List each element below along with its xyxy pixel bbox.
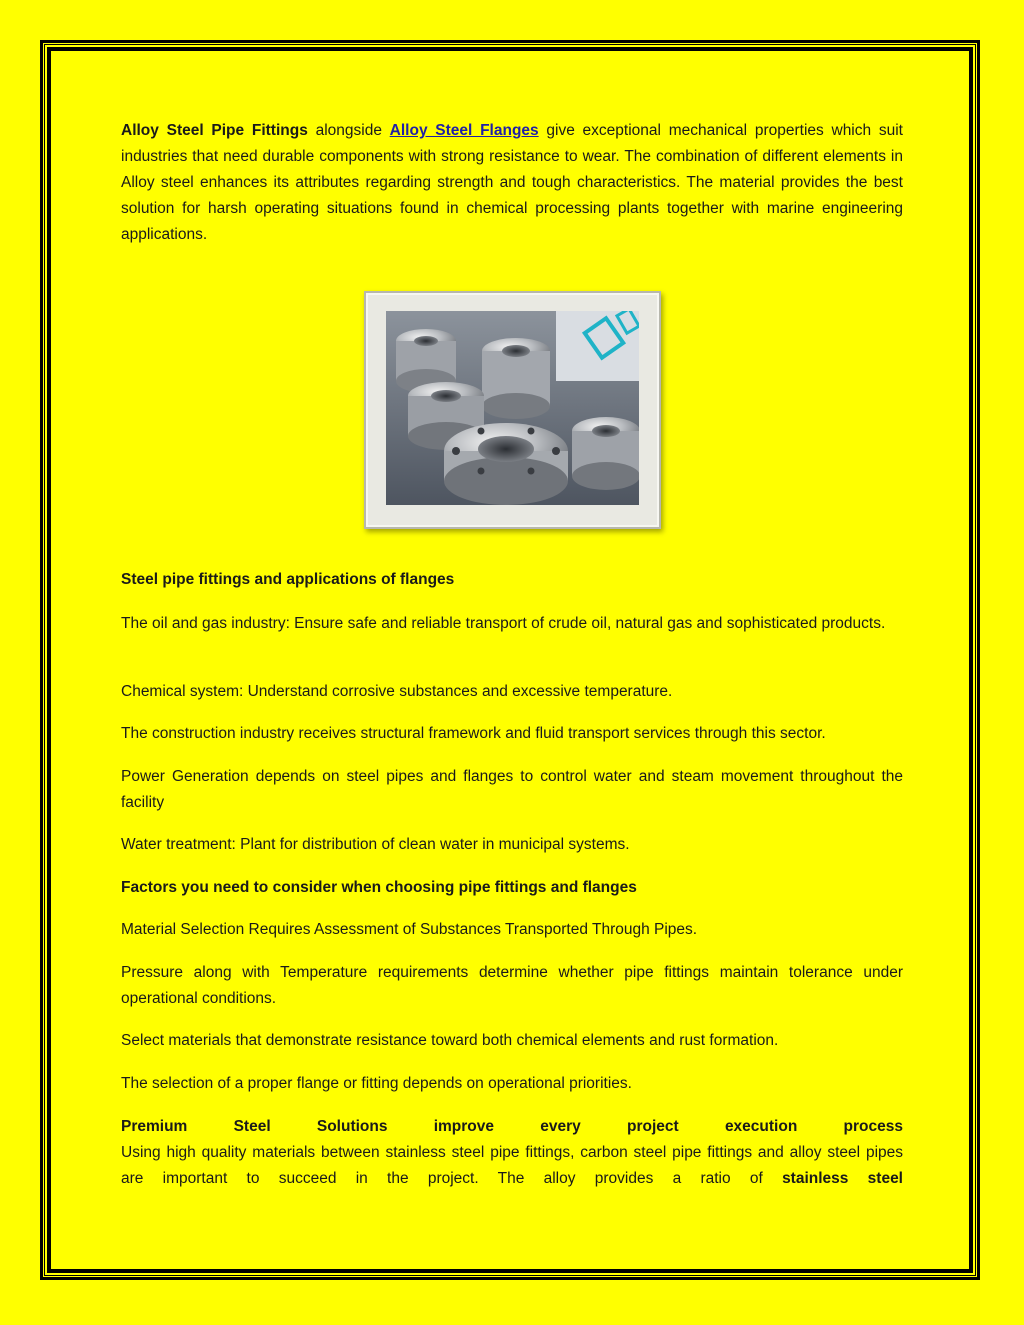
material-paragraph-block bbox=[121, 917, 903, 943]
premium-paragraph bbox=[121, 1140, 903, 1192]
premium-word: project bbox=[627, 1118, 679, 1135]
intro-lead-bold: Alloy Steel Pipe Fittings bbox=[121, 122, 308, 139]
premium-word: improve bbox=[433, 1118, 495, 1135]
premium-word: Solutions bbox=[316, 1118, 388, 1135]
material-paragraph: Material Selection Requires Assessment of Substances Transported Through Pipes. bbox=[121, 921, 698, 938]
factors-heading-block bbox=[121, 875, 903, 901]
resistance-paragraph: Select materials that demonstrate resistance toward both chemical elements and rust formation. bbox=[121, 1032, 779, 1049]
selection-paragraph: The selection of a proper flange or fitting depends on operational priorities. bbox=[121, 1075, 632, 1092]
intro-paragraph bbox=[121, 118, 903, 248]
intro-lead-mid: alongside bbox=[315, 122, 382, 139]
premium-paragraph-text: Using high quality materials between stainless steel pipe fittings, carbon steel pipe fittings and alloy steel pipes are important to succeed in the project. The alloy provides a ratio of bbox=[121, 1144, 903, 1187]
premium-word: Steel bbox=[233, 1118, 271, 1135]
section-heading-applications: Steel pipe fittings and applications of flanges bbox=[121, 571, 455, 588]
flanges-photo-icon bbox=[386, 311, 639, 505]
premium-word: Premium bbox=[121, 1118, 188, 1135]
chemical-paragraph-block bbox=[121, 679, 903, 705]
water-paragraph: Water treatment: Plant for distribution of clean water in municipal systems. bbox=[121, 836, 630, 853]
pressure-paragraph: Pressure along with Temperature requirements determine whether pipe fittings maintain tolerance under operational conditions. bbox=[121, 964, 903, 1007]
resistance-paragraph-block bbox=[121, 1028, 903, 1054]
oil-gas-paragraph-block bbox=[121, 611, 903, 637]
section-heading-factors: Factors you need to consider when choosing pipe fittings and flanges bbox=[121, 879, 637, 896]
construction-paragraph-block bbox=[121, 721, 903, 747]
premium-section bbox=[121, 1114, 903, 1192]
flanges-photo bbox=[386, 311, 639, 505]
section-heading-premium bbox=[121, 1114, 903, 1140]
construction-paragraph: The construction industry receives structural framework and fluid transport services through this sector. bbox=[121, 725, 826, 742]
pressure-paragraph-block bbox=[121, 960, 903, 1012]
oil-gas-paragraph: The oil and gas industry: Ensure safe and reliable transport of crude oil, natural gas and sophisticated products. bbox=[121, 615, 886, 632]
flanges-photo-frame bbox=[364, 291, 661, 529]
alloy-steel-flanges-link[interactable]: Alloy Steel Flanges bbox=[389, 122, 539, 139]
power-paragraph-block bbox=[121, 764, 903, 816]
water-paragraph-block bbox=[121, 832, 903, 858]
premium-word: execution bbox=[724, 1118, 798, 1135]
premium-word: process bbox=[843, 1118, 903, 1135]
premium-paragraph-bold: stainless steel bbox=[782, 1170, 903, 1187]
power-paragraph: Power Generation depends on steel pipes and flanges to control water and steam movement throughout the facility bbox=[121, 768, 903, 811]
intro-body: give exceptional mechanical properties which suit industries that need durable components with strong resistance to wear. The combination of different elements in Alloy steel enhances its attributes regarding strength and tough characteristics. The material provides the best solution for harsh operating situations found in chemical processing plants together with marine engineering applications. bbox=[121, 122, 903, 243]
intro-paragraph-block bbox=[121, 118, 903, 248]
applications-section bbox=[121, 567, 903, 593]
premium-word: every bbox=[540, 1118, 581, 1135]
selection-paragraph-block bbox=[121, 1071, 903, 1097]
chemical-paragraph: Chemical system: Understand corrosive substances and excessive temperature. bbox=[121, 683, 673, 700]
